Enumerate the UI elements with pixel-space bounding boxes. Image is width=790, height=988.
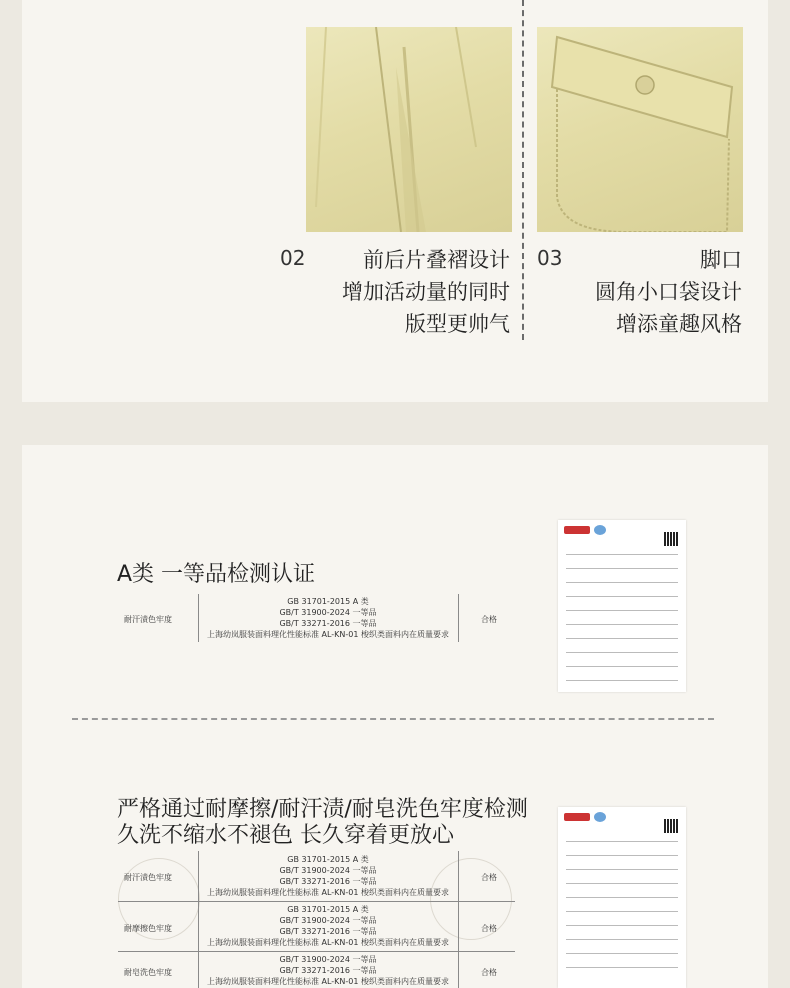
test-report-image [558, 807, 686, 988]
section-divider [72, 718, 714, 720]
caption-line: 前后片叠褶设计 [363, 248, 510, 272]
cert-table [118, 594, 515, 642]
feature-number: 03 [537, 246, 563, 270]
test-report-image [558, 520, 686, 692]
cert-table [118, 851, 515, 988]
test-result: 合格 [481, 873, 497, 882]
feature-number: 02 [280, 246, 306, 270]
cert-title: A类 一等品检测认证 [117, 562, 316, 587]
feature-divider [522, 0, 524, 340]
test-item-label: 耐摩擦色牢度 [124, 924, 172, 933]
standard-list: GB 31701-2015 A 类 GB/T 31900-2024 一等品 GB/T 33271-2016 一等品 上海幼岚服装面料理化性能标准 AL-KN-01 梭织类面料内在质量要求 [206, 855, 450, 897]
caption-line: 版型更帅气 [405, 312, 510, 336]
pocket-drawing [537, 27, 743, 232]
feature-caption [595, 244, 742, 340]
caption-line: 脚口 [700, 248, 742, 272]
test-result: 合格 [481, 968, 497, 977]
caption-line: 增添童趣风格 [616, 312, 742, 336]
cert-title-line: 严格通过耐摩擦/耐汗渍/耐皂洗色牢度检测 [117, 797, 528, 822]
test-result: 合格 [481, 924, 497, 933]
caption-line: 圆角小口袋设计 [595, 280, 742, 304]
report-logo [564, 813, 590, 821]
pleat-detail-photo [306, 27, 512, 232]
standard-list: GB 31701-2015 A 类 GB/T 31900-2024 一等品 GB/T 33271-2016 一等品 上海幼岚服装面料理化性能标准 AL-KN-01 梭织类面料内在质量要求 [206, 905, 450, 947]
test-item-label: 耐汗渍色牢度 [124, 615, 172, 624]
report-logo [564, 526, 590, 534]
pocket-detail-photo [537, 27, 743, 232]
test-item-label: 耐汗渍色牢度 [124, 873, 172, 882]
standard-list: GB/T 31900-2024 一等品 GB/T 33271-2016 一等品 上海幼岚服装面料理化性能标准 AL-KN-01 梭织类面料内在质量要求 [206, 955, 450, 986]
test-item-label: 耐皂洗色牢度 [124, 968, 172, 977]
test-result: 合格 [481, 615, 497, 624]
qr-code [664, 819, 678, 833]
feature-caption [342, 244, 510, 340]
standard-list: GB 31701-2015 A 类 GB/T 31900-2024 一等品 GB/T 33271-2016 一等品 上海幼岚服装面料理化性能标准 AL-KN-01 梭织类面料内在质量要求 [206, 597, 450, 639]
caption-line: 增加活动量的同时 [342, 280, 510, 304]
report-seal [594, 525, 606, 535]
cert-title-line: 久洗不缩水不褪色 长久穿着更放心 [117, 823, 454, 848]
report-seal [594, 812, 606, 822]
pleat-drawing [306, 27, 512, 232]
qr-code [664, 532, 678, 546]
